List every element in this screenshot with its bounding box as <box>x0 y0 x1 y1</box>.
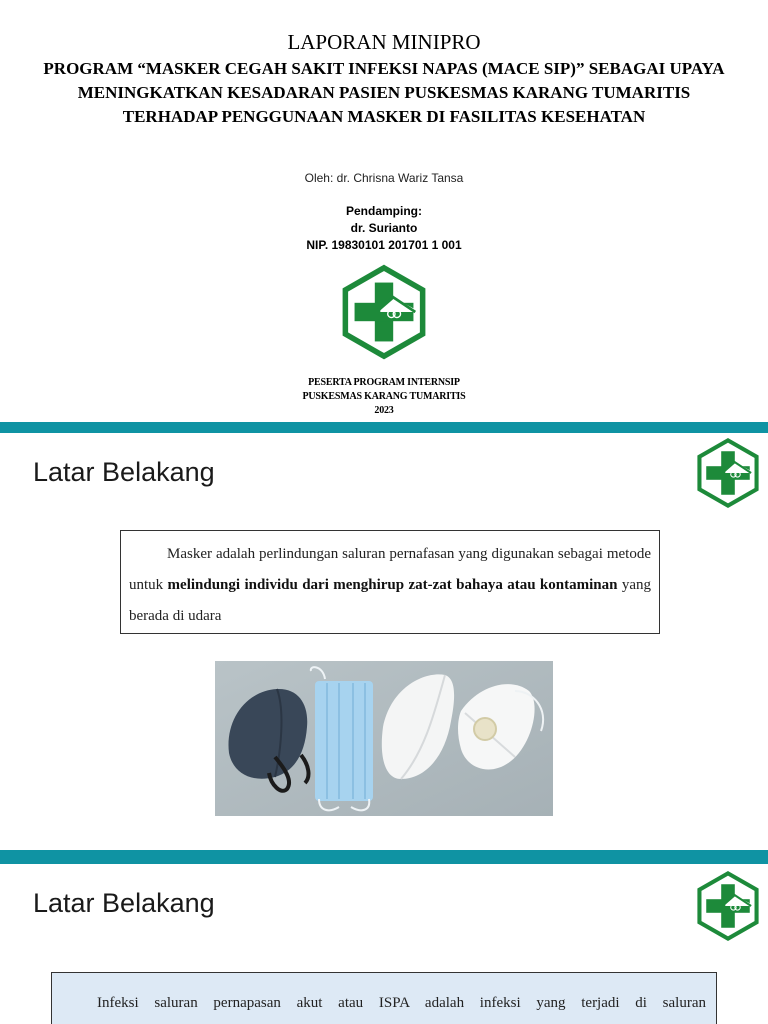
slide-gap <box>0 842 768 850</box>
definition-text-end: yang berada di udara <box>129 577 651 624</box>
pendamping-nip: NIP. 19830101 201701 1 001 <box>306 238 462 252</box>
masks-photo <box>215 661 553 816</box>
report-subtitle: PROGRAM “MASKER CEGAH SAKIT INFEKSI NAPAS (MACE SIP)” SEBAGAI UPAYA MENINGKATKAN KESADARAN PASIEN PUSKESMAS KARANG TUMARITIS TERHADAP PENGGUNAAN MASKER DI FASILITAS KESEHATAN <box>43 59 725 126</box>
definition-text-start: Masker adalah perlindungan saluran pernafasan yang digunakan sebagai metode untuk <box>129 546 651 593</box>
footer-puskesmas: PUSKESMAS KARANG TUMARITIS <box>302 391 466 402</box>
footer-program: PESERTA PROGRAM INTERNSIP <box>308 377 460 388</box>
latar-belakang-slide-2 <box>0 864 768 1024</box>
accent-bar <box>0 422 768 433</box>
author-line: Oleh: dr. Chrisna Wariz Tansa <box>304 171 464 185</box>
cover-slide <box>0 0 768 422</box>
ispa-text: Infeksi saluran pernapasan akut atau ISPA adalah infeksi yang terjadi di saluran <box>97 995 706 1011</box>
accent-bar <box>0 850 768 864</box>
slide-heading: Latar Belakang <box>33 888 215 918</box>
slide-heading: Latar Belakang <box>33 457 215 487</box>
pendamping-label: Pendamping: <box>345 204 422 218</box>
pendamping-name: dr. Surianto <box>350 221 418 235</box>
cover-footer <box>0 376 768 418</box>
footer-year: 2023 <box>374 405 394 416</box>
latar-belakang-slide-1 <box>0 433 768 842</box>
definition-text-bold: melindungi individu dari menghirup zat-zat bahaya atau kontaminan <box>167 577 618 593</box>
puskesmas-logo-icon <box>338 264 430 360</box>
ispa-textbox <box>51 972 717 1024</box>
puskesmas-logo-icon <box>694 870 762 942</box>
puskesmas-logo-icon <box>694 437 762 509</box>
report-title: LAPORAN MINIPRO <box>287 30 481 54</box>
definition-textbox <box>120 530 660 634</box>
